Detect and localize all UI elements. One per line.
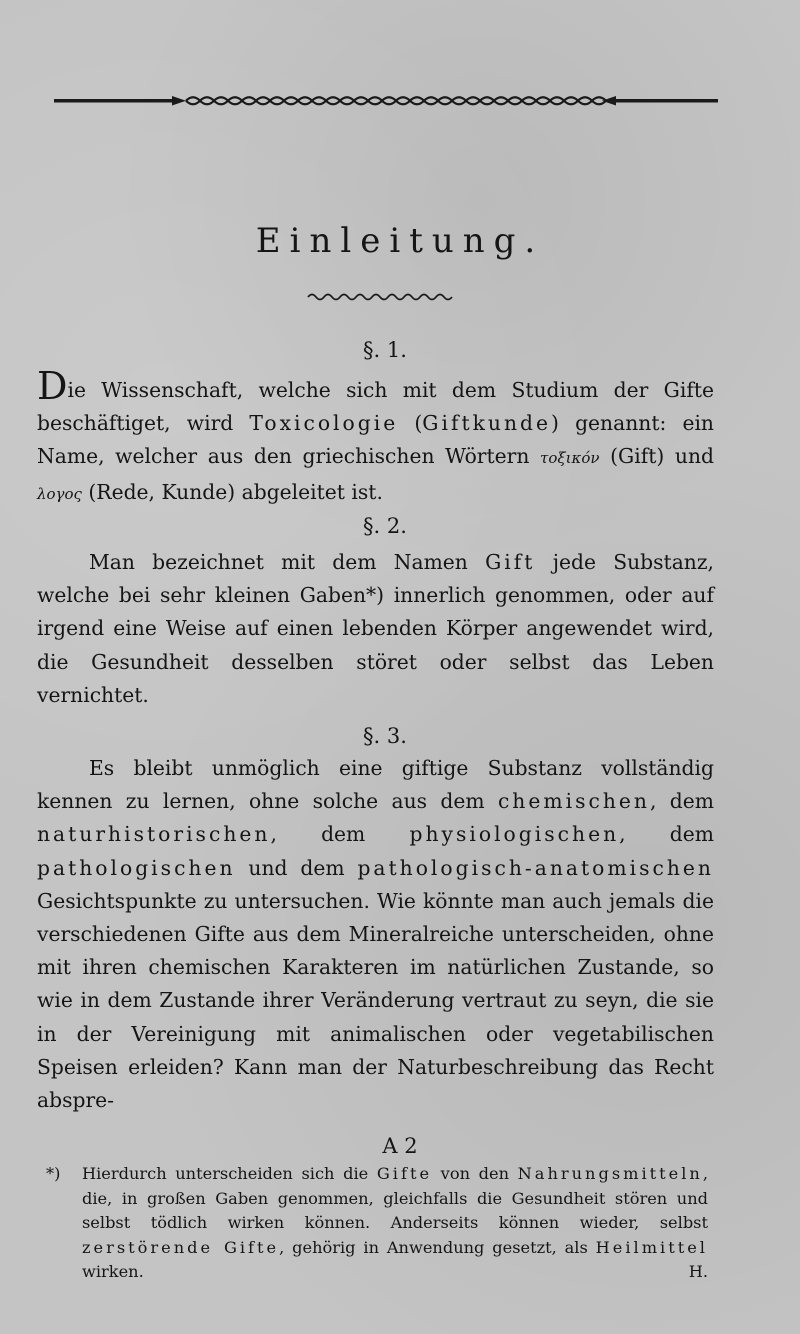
- drop-cap: D: [37, 364, 68, 408]
- signature-mark: A 2: [382, 1134, 418, 1158]
- spaced-term: Heilmittel: [595, 1237, 708, 1257]
- text-span: Hierdurch unterscheiden sich die: [82, 1164, 377, 1183]
- title-ornament: [306, 290, 456, 304]
- section-3-paragraph: [37, 752, 714, 1117]
- text-span: (Rede, Kunde) abgeleitet ist.: [81, 479, 383, 504]
- section-1-paragraph: [37, 364, 715, 511]
- spaced-term: zerstörende Gifte: [82, 1237, 280, 1257]
- spaced-term: pathologisch-anatomischen: [357, 855, 714, 880]
- spaced-term: physiologischen: [409, 822, 620, 847]
- text-span: ) genannt: ein Name, welcher aus den griechischen Wörtern: [37, 411, 714, 469]
- text-span: , dem: [270, 822, 410, 847]
- text-span: , dem: [649, 789, 714, 814]
- spaced-term: Giftkunde: [422, 411, 552, 436]
- text-span: , die, in großen Gaben genommen, gleichfalls die Gesundheit stören und selbst tödlich wirken können. Anderseits können wieder, selbst: [82, 1164, 709, 1232]
- text-span: jede Substanz, welche bei sehr kleinen Gaben*) innerlich genommen, oder auf irgend eine Weise auf einen lebenden Körper angewendet wird, die Gesundheit desselben störet oder selbst das Leben vernichtet.: [37, 550, 714, 707]
- text-span: (: [398, 411, 423, 436]
- footnote-end-mark: H.: [688, 1262, 708, 1281]
- text-span: von den: [432, 1164, 518, 1183]
- spaced-term: chemischen: [497, 789, 650, 814]
- text-span: Man bezeichnet mit dem Namen: [89, 550, 486, 574]
- text-span: wirken.: [82, 1262, 144, 1281]
- text-span: Gesichtspunkte zu untersuchen. Wie könnte man auch jemals die verschiedenen Gifte aus dem Mineralreiche unterscheiden, ohne mit ihren chemischen Karakteren im natürlichen Zustande, so wie in dem Zustande ihrer Veränderung vertraut zu seyn, die sie in der Vereinigung mit animalischen oder vegetabilischen Speisen erleiden? Kann man der Naturbeschreibung das Recht abspre-: [37, 888, 714, 1113]
- section-2-paragraph: [37, 546, 714, 712]
- section-1-heading: §. 1.: [363, 338, 407, 362]
- spaced-term: Nahrungsmitteln: [517, 1164, 703, 1183]
- spaced-term: Gift: [485, 550, 536, 574]
- section-2-heading: §. 2.: [363, 514, 407, 538]
- chapter-title: Einleitung.: [255, 221, 545, 261]
- spaced-term: Gifte: [376, 1164, 433, 1183]
- greek-word: τοξικόν: [540, 449, 600, 468]
- footnote: [46, 1162, 709, 1285]
- greek-word: λογος: [37, 484, 82, 503]
- footnote-text: [54, 1162, 708, 1285]
- text-span: (Gift) und: [599, 444, 715, 469]
- text-span: , gehörig in Anwendung gesetzt, als: [279, 1237, 596, 1257]
- spaced-term: Toxicologie: [249, 411, 399, 436]
- section-3-heading: §. 3.: [363, 724, 407, 748]
- text-span: und dem: [235, 855, 358, 880]
- text-span: Es bleibt unmöglich eine giftige Substanz vollständig kennen zu lernen, ohne solche aus dem: [37, 756, 714, 814]
- text-span: ie Wissenschaft, welche sich mit dem Studium der Gifte beschäftiget, wird: [37, 378, 714, 436]
- spaced-term: pathologischen: [37, 855, 236, 880]
- footnote-marker: *): [46, 1164, 61, 1183]
- spaced-term: naturhistorischen: [37, 822, 271, 847]
- text-span: , dem: [619, 822, 714, 847]
- ornamental-rule: [54, 88, 718, 114]
